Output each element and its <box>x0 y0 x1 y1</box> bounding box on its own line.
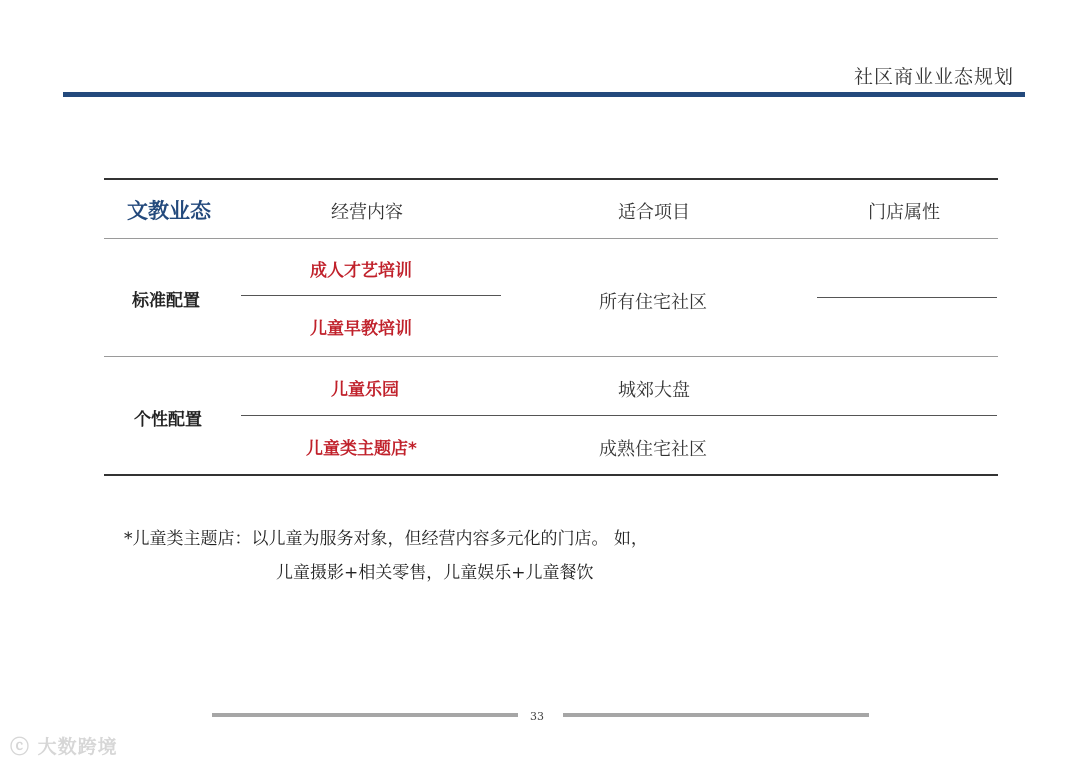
column-header-project: 适合项目 <box>618 202 690 223</box>
store-attribute-dash <box>817 297 997 298</box>
footnote-line-2: 儿童摄影+相关零售，儿童娱乐+儿童餐饮 <box>276 563 594 583</box>
project-suburban-large: 城郊大盘 <box>618 380 690 401</box>
page-title: 社区商业业态规划 <box>853 66 1014 88</box>
row-label-personalized: 个性配置 <box>134 410 202 430</box>
content-item-adult-training: 成人才艺培训 <box>310 261 412 281</box>
watermark <box>10 732 118 759</box>
table-top-rule <box>104 178 998 180</box>
row-label-standard: 标准配置 <box>132 291 200 311</box>
project-all-residential: 所有住宅社区 <box>599 292 707 313</box>
header-rule <box>63 92 1025 97</box>
content-item-kids-theme-store: 儿童类主题店* <box>306 439 417 459</box>
project-mature-residential: 成熟住宅社区 <box>599 439 707 460</box>
header-separator <box>104 238 998 239</box>
table-bottom-rule <box>104 474 998 476</box>
personalized-divider <box>241 415 997 416</box>
watermark-logo-icon: ⓒ <box>10 736 31 758</box>
page-number: 33 <box>530 710 544 723</box>
content-item-early-education: 儿童早教培训 <box>310 319 412 339</box>
footnote-line-1: *儿童类主题店：以儿童为服务对象，但经营内容多元化的门店。 如， <box>124 529 648 549</box>
content-divider <box>241 295 501 296</box>
content-item-playground: 儿童乐园 <box>331 380 399 400</box>
column-header-content: 经营内容 <box>331 202 403 223</box>
column-header-store-attribute: 门店属性 <box>868 202 940 223</box>
footer-bar-left <box>212 713 518 717</box>
watermark-text: 大数跨境 <box>37 736 118 758</box>
category-title: 文教业态 <box>127 199 211 223</box>
footer-bar-right <box>563 713 869 717</box>
group-separator <box>104 356 998 357</box>
